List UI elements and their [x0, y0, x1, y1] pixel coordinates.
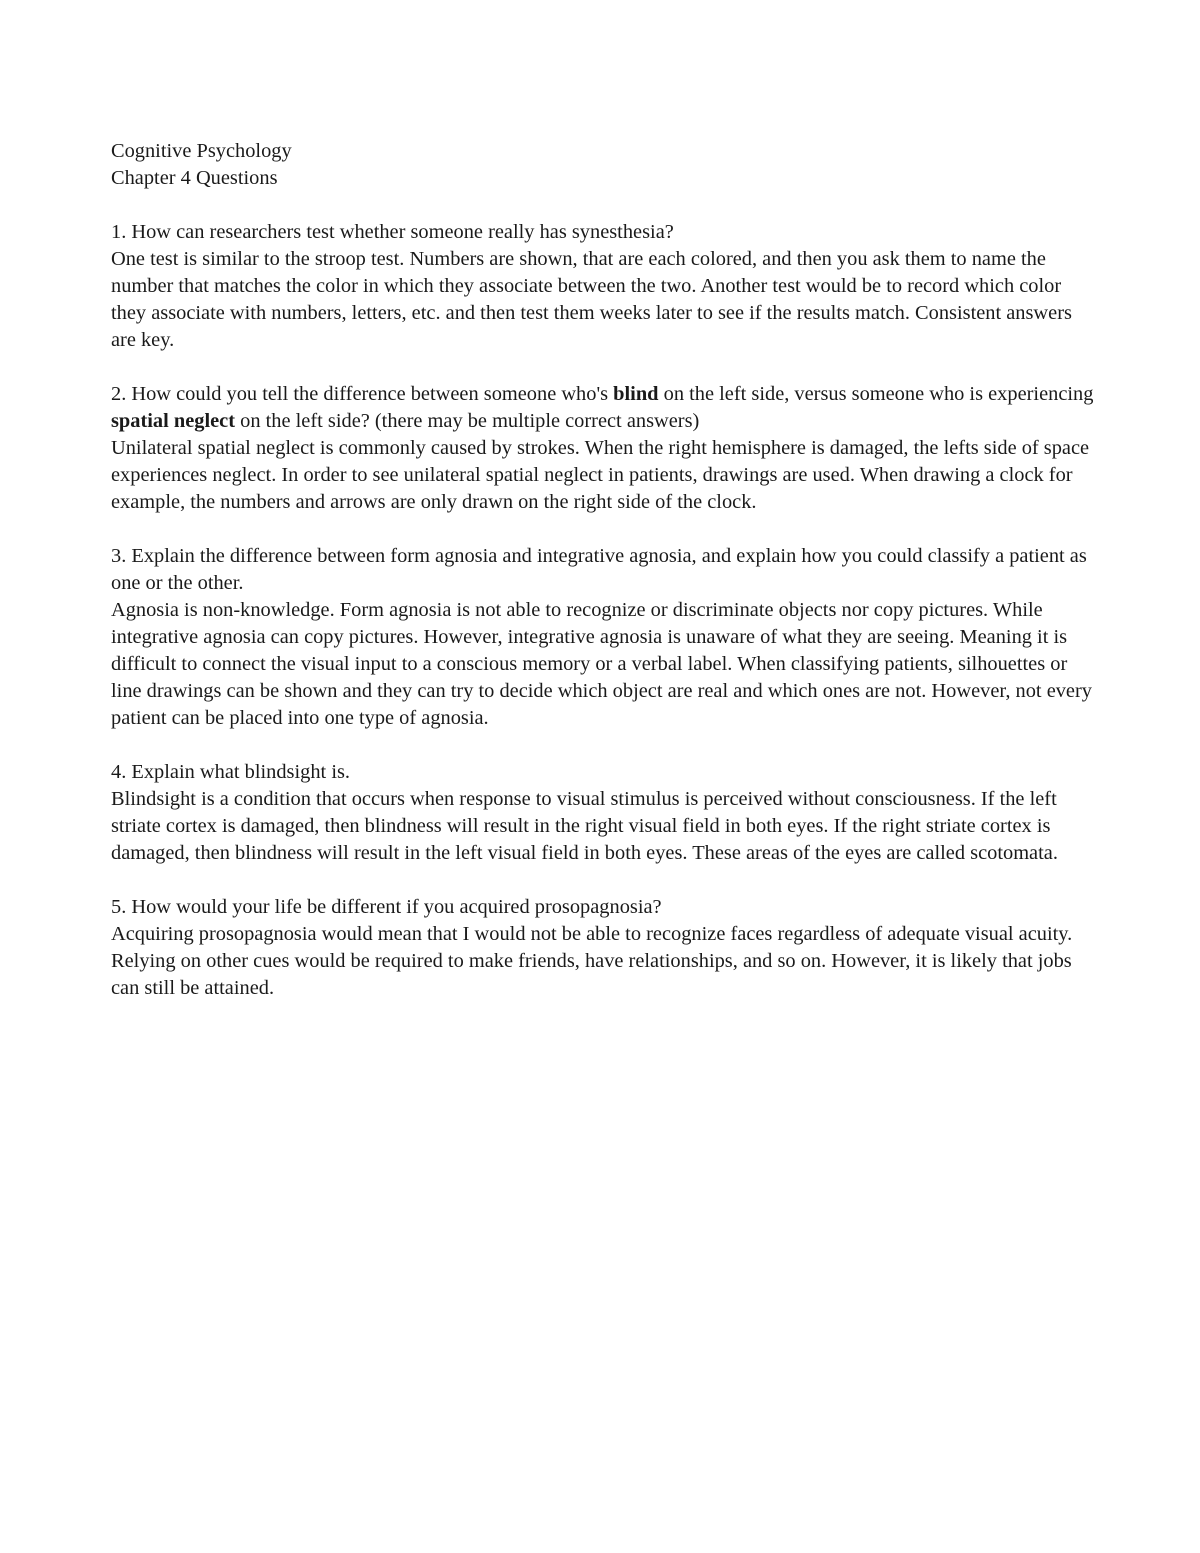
question-3: 3. Explain the difference between form agnosia and integrative agnosia, and explain how you could classify a patient as one or the other.	[111, 545, 1087, 594]
answer-2: Unilateral spatial neglect is commonly caused by strokes. When the right hemisphere is damaged, the lefts side of space experiences neglect. In order to see unilateral spatial neglect in patients, drawings are used. When drawing a clock for example, the numbers and arrows are only drawn on the right side of the clock.	[111, 437, 1090, 513]
spacer	[111, 516, 1096, 543]
question-1: 1. How can researchers test whether someone really has synesthesia?	[111, 221, 674, 243]
answer-5: Acquiring prosopagnosia would mean that I would not be able to recognize faces regardless of adequate visual acuity. Relying on other cues would be required to make friends, have relationships, and so on. However, it is likely that jobs can still be attained.	[111, 923, 1073, 999]
question-2-bold-blind: blind	[613, 383, 659, 405]
course-title: Cognitive Psychology	[111, 140, 292, 162]
spacer	[111, 192, 1096, 219]
answer-1: One test is similar to the stroop test. Numbers are shown, that are each colored, and then you ask them to name the number that matches the color in which they associate between the two. Another test would be to record which color they associate with numbers, letters, etc. and then test them weeks later to see if the results match. Consistent answers are key.	[111, 248, 1072, 351]
question-5: 5. How would your life be different if you acquired prosopagnosia?	[111, 896, 662, 918]
spacer	[111, 867, 1096, 894]
question-2-part-3: on the left side, versus someone who is experiencing	[658, 383, 1094, 405]
question-2	[111, 381, 1096, 435]
question-2-part-5: on the left side? (there may be multiple correct answers)	[235, 410, 700, 432]
question-2-part-1: 2. How could you tell the difference between someone who's	[111, 383, 614, 405]
spacer	[111, 354, 1096, 381]
answer-4: Blindsight is a condition that occurs when response to visual stimulus is perceived without consciousness. If the left striate cortex is damaged, then blindness will result in the right visual field in both eyes. If the right striate cortex is damaged, then blindness will result in the left visual field in both eyes. These areas of the eyes are called scotomata.	[111, 788, 1058, 864]
question-4: 4. Explain what blindsight is.	[111, 761, 351, 783]
chapter-subtitle: Chapter 4 Questions	[111, 167, 278, 189]
question-2-bold-spatial-neglect: spatial neglect	[111, 410, 236, 432]
document-page	[111, 138, 1096, 1002]
answer-3: Agnosia is non-knowledge. Form agnosia is not able to recognize or discriminate objects nor copy pictures. While integrative agnosia can copy pictures. However, integrative agnosia is unaware of what they are seeing. Meaning it is difficult to connect the visual input to a conscious memory or a verbal label. When classifying patients, silhouettes or line drawings can be shown and they can try to decide which object are real and which ones are not. However, not every patient can be placed into one type of agnosia.	[111, 599, 1092, 729]
spacer	[111, 732, 1096, 759]
